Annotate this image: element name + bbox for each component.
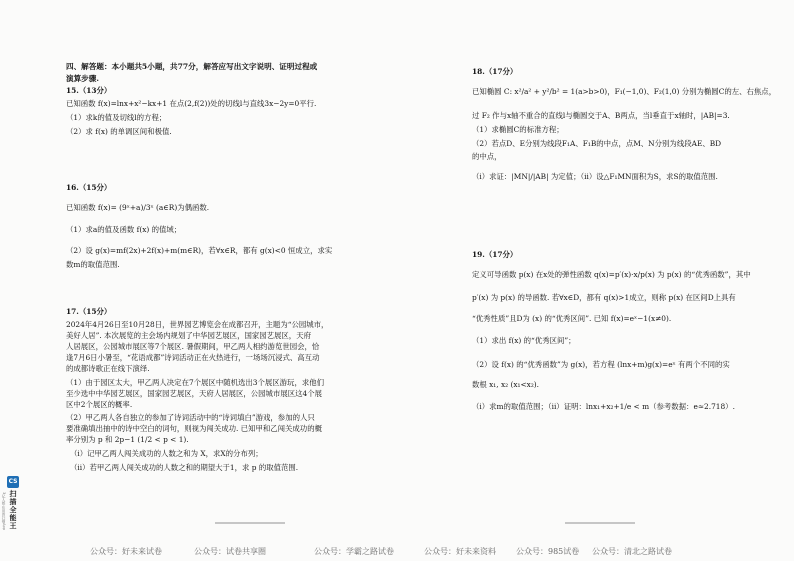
q16-part1: （1）求a的值及函数 f(x) 的值域；: [66, 225, 182, 234]
q19-line: （2）设 f(x) 的“优秀函数”为 g(x)，若方程 (lnx+m)g(x)=eˣ 有两个不同的实: [472, 360, 730, 369]
q19-line: 数根 x₁, x₂ (x₁<x₂).: [472, 380, 540, 389]
section-title-cont: 演算步骤.: [66, 74, 100, 83]
q17-line: 要准确填出抽中的诗中空白的词句，则视为闯关成功. 已知甲和乙闯关成功的概: [66, 424, 322, 433]
q15-part1: （1）求k的值及切线l的方程；: [66, 113, 167, 122]
footer-item: 公众号：985试卷: [516, 547, 580, 556]
camscanner-tagline: 3亿人都在用的扫描App: [2, 492, 6, 531]
q18-line: 过 F₂ 作与x轴不重合的直线l与椭圆交于A、B两点，当l垂直于x轴时，|AB|=3.: [472, 111, 730, 120]
q17-header: 17.（15分）: [66, 307, 112, 316]
footer-item: 公众号：试卷共享圈: [194, 547, 266, 556]
q18-line: 已知椭圆 C: x²/a² + y²/b² = 1(a>b>0)，F₁(−1,0)、F₂(1,0) 分别为椭圆C的左、右焦点，: [472, 87, 777, 96]
q17-line: 区中2个展区的概率.: [66, 400, 133, 409]
q19-line: （1）求出 f(x) 的“优秀区间”；: [472, 336, 576, 345]
q16-part2: （2）设 g(x)=mf(2x)+2f(x)+m(m∈R)，若∀x∈R，都有 g(x)<0 恒成立，求实: [66, 246, 333, 255]
q15-part2: （2）求 f(x) 的单调区间和极值.: [66, 127, 172, 136]
q15-header: 15.（13分）: [66, 86, 112, 95]
q18-header: 18.（17分）: [472, 67, 518, 76]
camscanner-logo-icon: CS: [7, 476, 19, 488]
q19-header: 19.（17分）: [472, 250, 518, 259]
q17-line: 2024年4月26日至10月28日，世界园艺博览会在成都召开，主题为“公园城市，: [66, 320, 329, 329]
q18-line: 的中点，: [472, 152, 502, 161]
q18-line: （1）求椭圆C的标准方程；: [472, 125, 564, 134]
q17-line: 率分别为 p 和 2p−1 (1/2 < p < 1).: [66, 435, 189, 444]
footer-item: 公众号：学霸之路试卷: [314, 547, 394, 556]
q19-line: “优秀性质”且D为 (x) 的“优秀区间”. 已知 f(x)=eˣ−1(x≠0).: [472, 314, 672, 323]
camscanner-name: 扫描全能王: [9, 490, 17, 530]
q17-line: 美好人居”. 本次展览的主会场内规划了中华园艺展区，国家园艺展区，天府: [66, 331, 311, 340]
q16-part2-cont: 数m的取值范围.: [66, 260, 120, 269]
footer-item: 公众号：清北之路试卷: [592, 547, 672, 556]
footer-item: 公众号：好未来资料: [424, 547, 496, 556]
footer-item: 公众号：好未来试卷: [90, 547, 162, 556]
q18-line: （2）若点D、E分别为线段F₁A、F₁B的中点，点M、N分别为线段AE、BD: [472, 139, 722, 148]
q17-line: 逢7月6日小暑至，“花语成都”诗词活动正在火热进行，一场场沉浸式、高互动: [66, 353, 320, 362]
page-number-smudge: [565, 522, 635, 524]
q18-line: （i）求证：|MN|/|AB| 为定值；（ii）设△F₁MN面积为S，求S的取值范围.: [472, 172, 718, 181]
q17-line: 人居展区，公园城市展区等7个展区. 暑假期间，甲乙两人相约游览世园会，恰: [66, 342, 320, 351]
q19-line: 定义可导函数 p(x) 在x处的弹性函数 q(x)=p′(x)·x/p(x) 为 p(x) 的“优秀函数”，其中: [472, 270, 751, 279]
q17-line: （i）记甲乙两人闯关成功的人数之和为 X，求X的分布列；: [70, 449, 263, 458]
footer-watermarks: [0, 543, 794, 561]
q17-line: 至少选中中华园艺展区，国家园艺展区，天府人居展区，公园城市展区这4个展: [66, 389, 322, 398]
q15-stem: 已知函数 f(x)=lnx+x²−kx+1 在点(2,f(2))处的切线l与直线3x−2y=0平行.: [66, 99, 317, 108]
q16-stem: 已知函数 f(x)= (9ˣ+a)/3ˣ (a∈R)为偶函数.: [66, 203, 210, 212]
q16-header: 16.（15分）: [66, 183, 112, 192]
q19-line: p′(x) 为 p(x) 的导函数. 若∀x∈D，都有 q(x)>1成立，则称 p(x) 在区间D上具有: [472, 293, 736, 302]
q17-line: （ii）若甲乙两人闯关成功的人数之和的期望大于1，求 p 的取值范围.: [70, 463, 299, 472]
q17-line: （2）甲乙两人各自独立的参加了诗词活动中的“诗词填白”游戏，参加的人只: [66, 413, 315, 422]
q17-line: （1）由于园区太大，甲乙两人决定在7个展区中随机选出3个展区游玩，求他们: [66, 378, 325, 387]
page-number-smudge: [215, 522, 285, 524]
q19-line: （i）求m的取值范围；（ii）证明：lnx₁+x₂+1/e < m（参考数据：e≈2.718）.: [472, 402, 735, 411]
q17-line: 的成都诗歌正在线下演绎.: [66, 364, 150, 373]
section-title: 四、解答题：本小题共5小题，共77分，解答应写出文字说明、证明过程或: [66, 62, 318, 71]
